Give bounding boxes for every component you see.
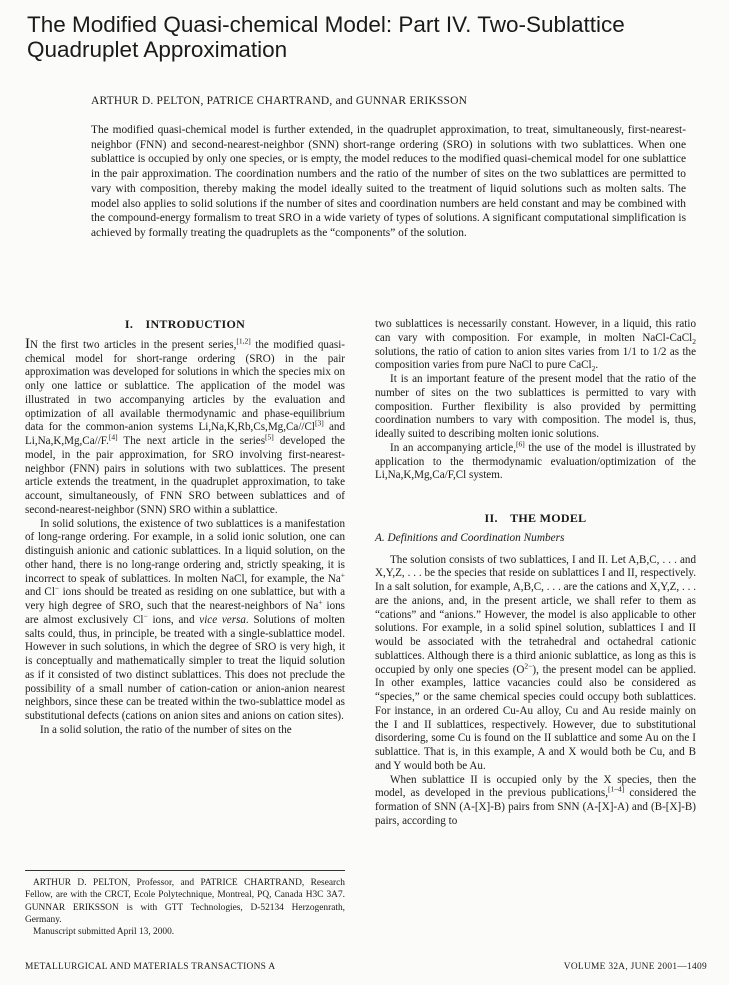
article-title: The Modified Quasi-chemical Model: Part IV. Two-Sublattice Quadruplet Approximation (27, 12, 625, 62)
footnote-affiliations: ARTHUR D. PELTON, Professor, and PATRICE CHARTRAND, Research Fellow, are with the CRCT, Ecole Polytechnique, Montreal, PQ, Canada H3C 3A7. GUNNAR ERIKSSON is with GTT Technologies, D-52134 Herzogenrath, Germany. (25, 878, 345, 925)
intro-paragraph-3-cont: two sublattices is necessarily constant. However, in a liquid, this ratio can vary with composition. For example, in molten NaCl-CaCl$_2$ solutions, the ratio of cation to anion sites varies from 1/1 to 1/2 as the composition varies from pure NaCl to pure CaCl$_2$. (375, 318, 696, 374)
citation-ref: [1,2] (236, 336, 251, 346)
author-list: ARTHUR D. PELTON, PATRICE CHARTRAND, and GUNNAR ERIKSSON (91, 95, 468, 107)
right-column (375, 318, 696, 829)
intro-paragraph-1: IN the first two articles in the present series,[1,2] the modified quasi-chemical model for short-range ordering (SRO) in the pair approximation was developed for solutions in which the species mix on only one lattice or sublattice. The application of the model was illustrated in two accompanying articles by the evaluation and optimization of all available thermodynamic and phase-equilibrium data for the common-anion systems Li,Na,K,Rb,Cs,Mg,Ca//Cl[3] and Li,Na,K,Mg,Ca//F.[4] The next article in the series[5] developed the model, in the pair approximation, for SRO involving first-nearest-neighbor (FNN) pairs in solutions with two sublattices. The present article extends the treatment, in the quadruplet approximation, to take account, simultaneously, of FNN SRO between sublattices and of second-nearest-neighbor (SNN) SRO within a sublattice. (25, 335, 345, 516)
citation-ref: [3] (314, 418, 324, 428)
volume-page-info: VOLUME 32A, JUNE 2001—1409 (563, 962, 707, 972)
journal-name: METALLURGICAL AND MATERIALS TRANSACTIONS A (25, 962, 276, 972)
subsection-heading-definitions: A. Definitions and Coordination Numbers (375, 531, 565, 544)
section-heading-model: II. THE MODEL (484, 511, 587, 525)
footnote-divider (25, 870, 345, 871)
citation-ref: [1–4] (608, 784, 625, 794)
abstract: The modified quasi-chemical model is further extended, in the quadruplet approximation, to treat, simultaneously, first-nearest-neighbor (FNN) and second-nearest-neighbor (SNN) short-range ordering (SRO) in solutions with two sublattices. When one sublattice is occupied by only one species, or is empty, the model reduces to the modified quasi-chemical model for one sublattice in the pair approximation. The coordination numbers and the ratio of the number of sites on the two sublattices are permitted to vary with composition, thereby making the model ideally suited to the treatment of liquid solutions such as molten salts. The model also applies to solid solutions if the number of sites and coordination numbers are held constant and may be combined with the compound-energy formalism to treat SRO in a wide variety of types of solutions. A significant computational simplification is achieved by formally treating the quadruplets as the “components” of the solution. (91, 124, 686, 239)
author-footnote (25, 877, 345, 938)
left-column (25, 318, 345, 738)
footnote-submitted: Manuscript submitted April 13, 2000. (33, 927, 175, 938)
model-paragraph-2: When sublattice II is occupied only by the X species, then the model, as developed in the previous publications,[1–4] considered the formation of SNN (A-[X]-B) pairs from SNN (A-[X]-A) and (B-[X]-B) pairs, according to (375, 773, 696, 827)
intro-paragraph-2: In solid solutions, the existence of two sublattices is a manifestation of long-range ordering. For example, in a solid ionic solution, one can distinguish anionic and cationic sublattices. In a liquid solution, on the other hand, there is no long-range ordering and, strictly speaking, it is incorrect to speak of sublattices. In molten NaCl, for example, the Na+ and Cl− ions should be treated as residing on one sublattice, but with a very high degree of SRO, such that the nearest-neighbors of Na+ ions are almost exclusively Cl− ions, and vice versa. Solutions of molten salts could, thus, in principle, be treated with a single-sublattice model. However in such solutions, in which the degree of SRO is very high, it is conceptually and mathematically simpler to treat the liquid solution as if it consisted of two distinct sublattices. This does not preclude the possibility of a small number of cation-cation or anion-anion nearest neighbors, since these can be treated within the two-sublattice model as substitutional defects (cations on anion sites and anions on cation sites). (25, 517, 345, 722)
citation-ref: [5] (265, 432, 274, 442)
model-paragraph-1: The solution consists of two sublattices, I and II. Let A,B,C, . . . and X,Y,Z, . . . be the species that reside on sublattices I and II, respectively. In a salt solution, for example, A,B,C, . . . are the cations and X,Y,Z, . . . are the anions, and, in the present article, we shall refer to them as “cations” and “anions.” However, the model is also applicable to other solutions. For example, in a solid spinel solution, sublattices I and II would be associated with the tetrahedral and octahedral cationic sublattices. Although there is a third anionic sublattice, as long as this is occupied by only one species $(O^{2-})$, the present model can be applied. In other examples, lattice vacancies could also be considered as “species,” or the same chemical species could occupy both sublattices. For instance, in an ordered Cu-Au alloy, Cu and Au reside mainly on the I and II sublattices, respectively. However, due to substitutional disordering, some Cu is found on the II sublattice and some Au on the I sublattice. That is, in this example, A and X would both be Cu, and B and Y would both be Au. (375, 553, 697, 772)
citation-ref: [4] (108, 432, 118, 442)
section-heading-introduction: I. INTRODUCTION (124, 317, 246, 331)
intro-paragraph-3: In a solid solution, the ratio of the number of sites on the (40, 723, 292, 736)
intro-paragraph-4: It is an important feature of the present model that the ratio of the number of sites on the two sublattices is permitted to vary with composition. Further flexibility is also provided by permitting coordination numbers to vary with composition. The model is, thus, ideally suited to describing molten ionic solutions. (375, 373, 696, 440)
intro-paragraph-5: In an accompanying article,[6] the use of the model is illustrated by application to the thermodynamic evaluation/optimization of the Li,Na,K,Mg,Ca/F,Cl system. (375, 439, 696, 482)
citation-ref: [6] (515, 439, 525, 449)
